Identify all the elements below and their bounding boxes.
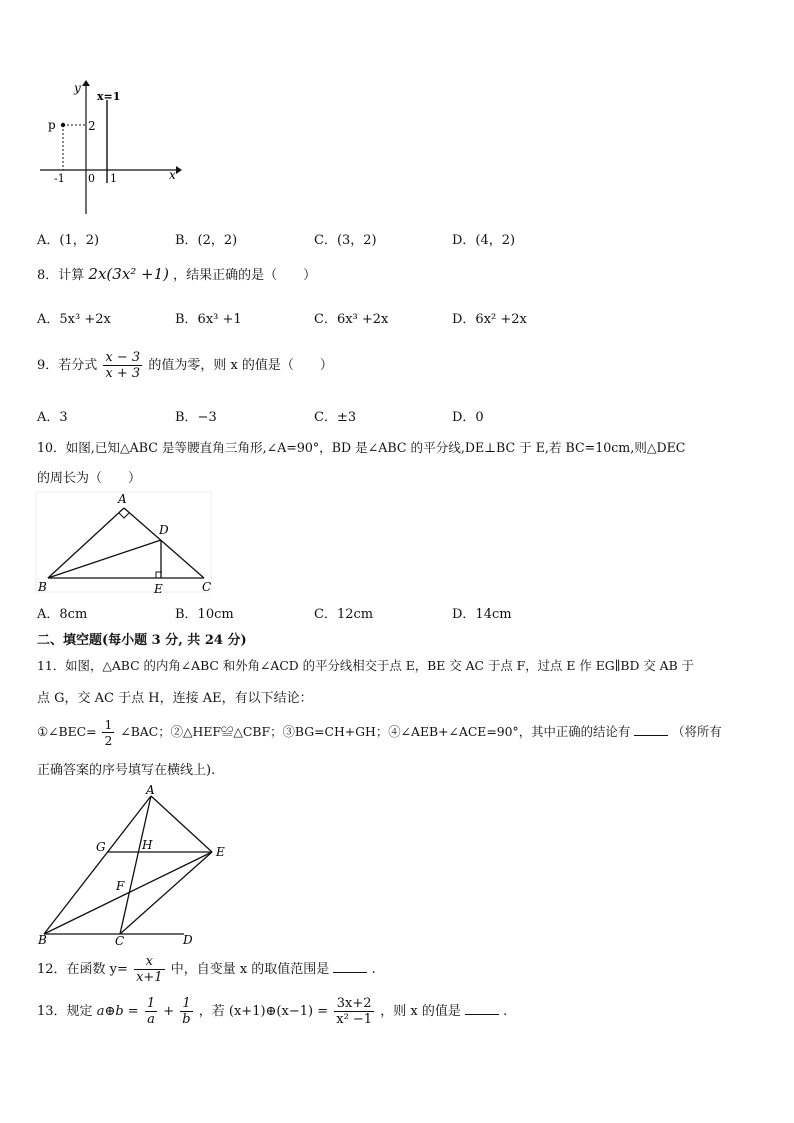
q10-option-a[interactable]: A．8cm xyxy=(37,607,88,622)
q11-c1-suffix: ∠BAC；②△HEF≌△CBF；③BG=CH+GH；④∠AEB+∠ACE=90°，其中正确的结论有 xyxy=(120,724,631,739)
q12-fraction xyxy=(134,954,165,985)
label-e: E xyxy=(216,845,225,859)
q13-fraction-1b xyxy=(180,996,192,1027)
q9-option-d[interactable]: D．0 xyxy=(452,410,484,425)
label-d: D xyxy=(159,523,169,537)
label-b: B xyxy=(38,933,47,947)
q13-prefix: 13．规定 xyxy=(37,1004,97,1019)
segment-ac xyxy=(124,508,204,578)
q11-conclusions xyxy=(37,717,722,748)
q8-stem xyxy=(37,264,316,283)
q10-option-c[interactable]: C．12cm xyxy=(314,607,374,622)
q7-option-a[interactable]: A．(1，2) xyxy=(37,233,100,248)
q8-option-a[interactable]: A．5x³ +2x xyxy=(37,312,111,327)
q10-option-d[interactable]: D．14cm xyxy=(452,607,512,622)
q13-fraction-1a xyxy=(145,996,157,1027)
segment-ab xyxy=(48,508,124,578)
q9-option-c[interactable]: C．±3 xyxy=(314,410,357,425)
label-d: D xyxy=(183,933,193,947)
q9-stem xyxy=(37,350,333,381)
label-a: A xyxy=(118,492,127,506)
label-c: C xyxy=(202,580,212,594)
label-b: B xyxy=(38,580,47,594)
q10-stem-line2: 的周长为（ ） xyxy=(37,471,142,486)
q13-f2-num: 1 xyxy=(180,996,192,1012)
q9-option-b[interactable]: B．−3 xyxy=(175,410,217,425)
q12-prefix: 12．在函数 y= xyxy=(37,962,128,977)
segment-be xyxy=(44,852,212,934)
figure-frame xyxy=(36,492,211,592)
q13-f3-num: 3x+2 xyxy=(334,996,374,1012)
q8-option-c[interactable]: C．6x³ +2x xyxy=(314,312,389,327)
label-a: A xyxy=(146,784,155,797)
label-g: G xyxy=(96,840,106,854)
q13-f1-den: a xyxy=(147,1012,155,1027)
q9-option-a[interactable]: A．3 xyxy=(37,410,68,425)
q8-expression: 2x(3x² +1) xyxy=(88,265,170,283)
triangle-figure-q10 xyxy=(34,490,224,600)
label-h: H xyxy=(142,838,153,852)
q11-stem-line4: 正确答案的序号填写在横线上). xyxy=(37,763,216,778)
x-axis-arrow xyxy=(176,166,182,174)
right-angle-a xyxy=(119,513,129,518)
q13-end: . xyxy=(503,1004,508,1019)
q8-option-d[interactable]: D．6x² +2x xyxy=(452,312,527,327)
q13-plus: + xyxy=(163,1004,175,1019)
label-f: F xyxy=(116,879,125,893)
q13-answer-blank[interactable] xyxy=(465,1003,499,1015)
tick-1: 1 xyxy=(110,172,117,185)
q11-c1-prefix: ①∠BEC= xyxy=(37,724,97,739)
segment-ce xyxy=(120,852,212,934)
label-e: E xyxy=(154,582,163,596)
q13-f1-num: 1 xyxy=(146,996,156,1011)
segment-ae xyxy=(151,796,212,852)
tick-0: 0 xyxy=(88,172,95,185)
q9-fraction xyxy=(103,350,142,381)
x-axis-label: x xyxy=(169,168,176,182)
q12-denominator: x+1 xyxy=(136,970,163,985)
q9-numerator: x − 3 xyxy=(105,350,141,365)
q13-definition: a⊕b = xyxy=(96,1004,139,1019)
triangle-figure-q11 xyxy=(34,784,234,954)
section-title: 二、填空题(每小题 3 分, 共 24 分) xyxy=(37,633,247,648)
q12-answer-blank[interactable] xyxy=(333,961,367,973)
q11-half-num: 1 xyxy=(104,717,113,732)
q11-answer-blank[interactable] xyxy=(634,724,668,736)
q7-option-b[interactable]: B．(2，2) xyxy=(175,233,238,248)
q12-numerator: x xyxy=(134,954,165,970)
tick-2: 2 xyxy=(88,119,96,133)
q11-stem-line2: 点 G，交 AC 于点 H，连接 AE，有以下结论： xyxy=(37,691,313,706)
q9-denominator: x + 3 xyxy=(105,366,141,381)
q7-option-c[interactable]: C．(3，2) xyxy=(314,233,377,248)
q10-option-b[interactable]: B．10cm xyxy=(175,607,234,622)
q7-option-d[interactable]: D．(4，2) xyxy=(452,233,516,248)
q11-half-fraction xyxy=(102,717,114,748)
q9-suffix: 的值为零，则 x 的值是（ ） xyxy=(148,358,333,373)
q11-c1-tail: （将所有 xyxy=(672,724,722,739)
q13-f3-den: x² −1 xyxy=(336,1012,373,1027)
q9-prefix: 9．若分式 xyxy=(37,358,98,373)
coordinate-figure xyxy=(30,78,190,218)
point-p xyxy=(61,123,65,127)
q13-f2-den: b xyxy=(182,1012,191,1027)
q8-prefix: 8．计算 xyxy=(37,268,85,283)
q12-stem xyxy=(37,954,376,985)
q13-suffix: ，则 x 的值是 xyxy=(380,1004,461,1019)
q13-fraction-rhs xyxy=(334,996,374,1027)
line-label: x=1 xyxy=(97,90,121,103)
y-axis-arrow xyxy=(82,80,90,86)
tick-neg1: -1 xyxy=(54,172,65,185)
q8-suffix: ，结果正确的是（ ） xyxy=(173,268,317,283)
q13-stem xyxy=(37,996,507,1027)
q10-stem-line1: 10．如图,已知△ABC 是等腰直角三角形,∠A=90°，BD 是∠ABC 的平分线,DE⊥BC 于 E,若 BC=10cm,则△DEC xyxy=(37,440,686,455)
q11-stem-line1: 11．如图，△ABC 的内角∠ABC 和外角∠ACD 的平分线相交于点 E，BE 交 AC 于点 F，过点 E 作 EG∥BD 交 AB 于 xyxy=(37,658,695,673)
q13-middle: ，若 (x+1)⊕(x−1) = xyxy=(198,1004,329,1019)
point-label: p xyxy=(48,118,56,132)
q11-half-den: 2 xyxy=(104,733,113,748)
label-c: C xyxy=(115,934,125,948)
y-axis-label: y xyxy=(74,81,81,95)
q12-suffix: 中，自变量 x 的取值范围是 xyxy=(170,962,330,977)
segment-bd xyxy=(48,540,161,578)
q8-option-b[interactable]: B．6x³ +1 xyxy=(175,312,242,327)
q12-end: . xyxy=(371,962,376,977)
